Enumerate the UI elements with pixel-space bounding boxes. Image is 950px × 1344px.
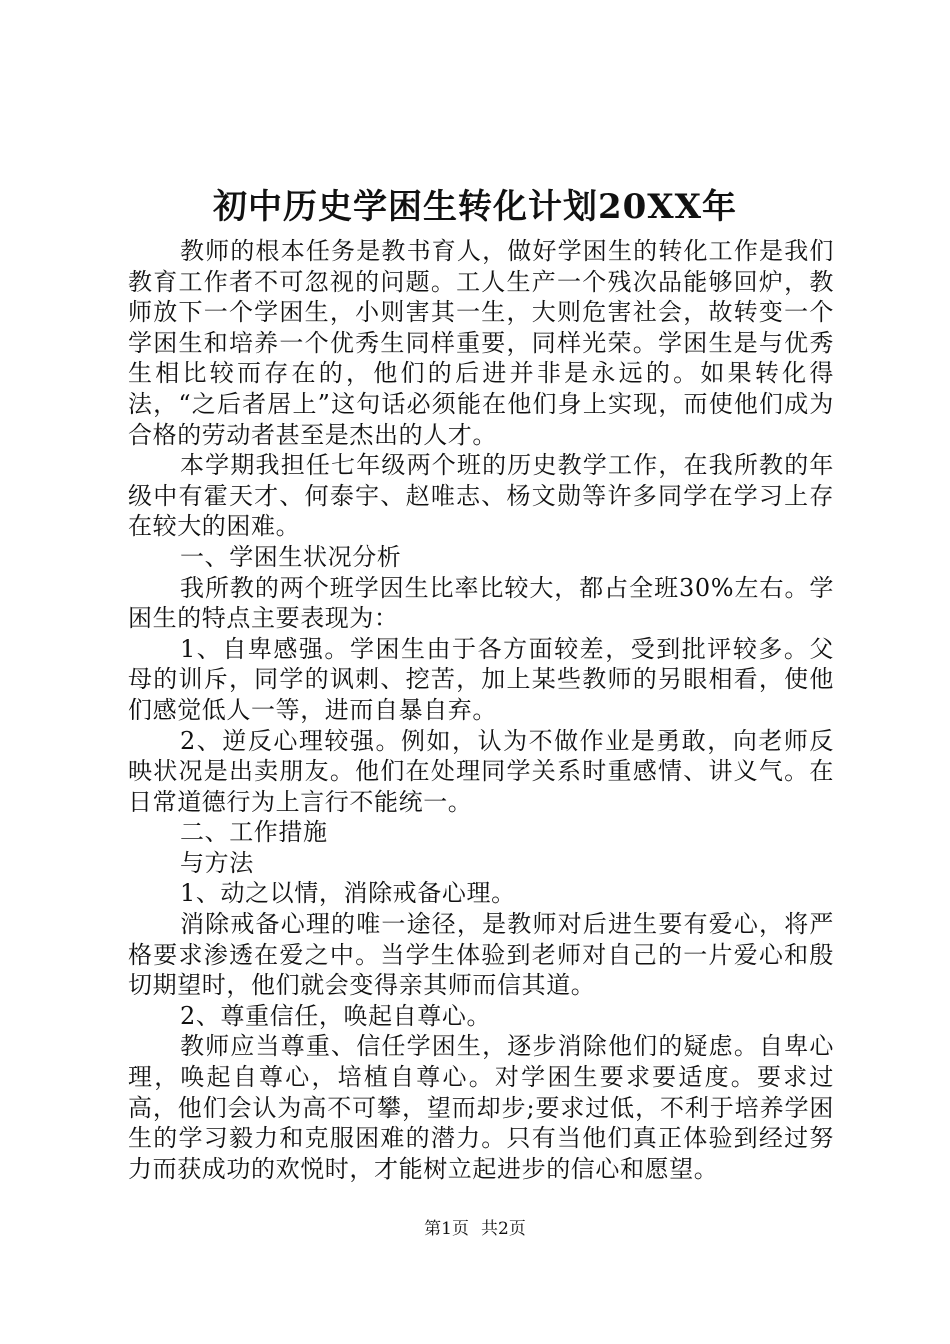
document-body (128, 236, 834, 1184)
paragraph-point-2: 2、逆反心理较强。例如，认为不做作业是勇敢，向老师反映状况是出卖朋友。他们在处理同学关系时重感情、讲义气。在日常道德行为上言行不能统一。 (128, 726, 834, 816)
paragraph-measure-2: 教师应当尊重、信任学困生，逐步消除他们的疑虑。自卑心理，唤起自尊心，培植自尊心。对学困生要求要适度。要求过高，他们会认为高不可攀，望而却步;要求过低，不利于培养学困生的学习毅力和克服困难的潜力。只有当他们真正体验到经过努力而获成功的欢悦时，才能树立起进步的信心和愿望。 (128, 1032, 834, 1183)
subheading-measure-2: 2、尊重信任，唤起自尊心。 (180, 1001, 492, 1030)
paragraph-intro: 教师的根本任务是教书育人，做好学困生的转化工作是我们教育工作者不可忽视的问题。工人生产一个残次品能够回炉，教师放下一个学困生，小则害其一生，大则危害社会，故转变一个学困生和培养一个优秀生同样重要，同样光荣。学困生是与优秀生相比较而存在的，他们的后进并非是永远的。如果转化得法，“之后者居上”这句话必须能在他们身上实现，而使他们成为合格的劳动者甚至是杰出的人才。 (128, 237, 834, 449)
paragraph-ratio: 我所教的两个班学因生比率比较大，都占全班30%左右。学困生的特点主要表现为： (128, 573, 834, 633)
subheading-measure-1: 1、动之以情，消除戒备心理。 (180, 879, 516, 908)
section-heading-analysis: 一、学困生状况分析 (180, 542, 402, 571)
paragraph-point-1: 1、自卑感强。学困生由于各方面较差，受到批评较多。父母的训斥，同学的讽刺、挖苦，加上某些教师的另眼相看，使他们感觉低人一等，进而自暴自弃。 (128, 634, 834, 724)
page-total: 共2页 (481, 1219, 526, 1239)
page-footer (0, 1218, 950, 1240)
section-heading-methods: 与方法 (180, 848, 254, 877)
section-heading-measures: 二、工作措施 (180, 818, 328, 847)
page-number: 第1页 (424, 1219, 469, 1239)
document-title: 初中历史学困生转化计划20XX年 (212, 187, 738, 227)
paragraph-semester: 本学期我担任七年级两个班的历史教学工作，在我所教的年级中有霍天才、何泰宇、赵唯志、杨文勋等许多同学在学习上存在较大的困难。 (128, 451, 834, 541)
paragraph-measure-1: 消除戒备心理的唯一途径，是教师对后进生要有爱心，将严格要求渗透在爱之中。当学生体验到老师对自己的一片爱心和殷切期望时，他们就会变得亲其师而信其道。 (128, 910, 834, 1000)
